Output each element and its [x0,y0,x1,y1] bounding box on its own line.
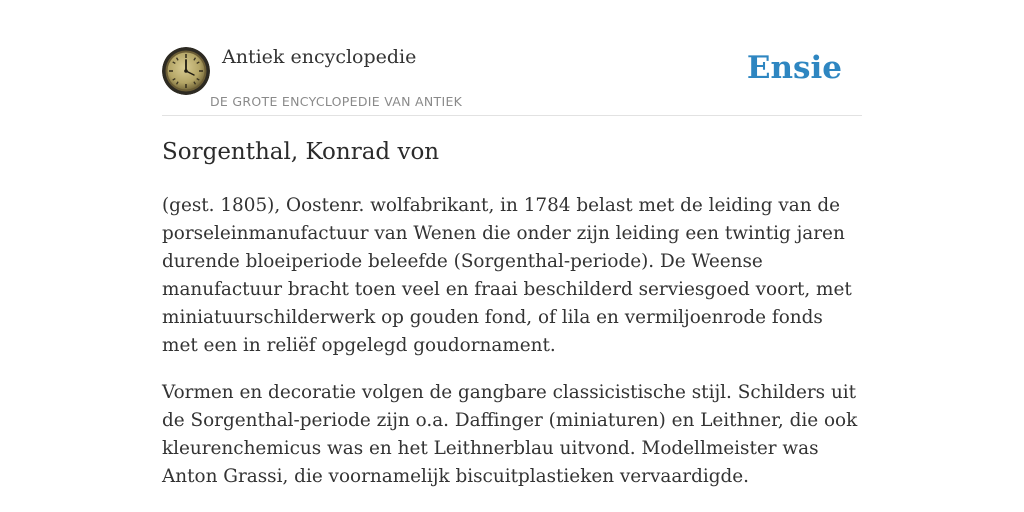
page-container [162,0,862,512]
brand-logo-link[interactable]: Ensie [746,50,842,86]
article-body [162,192,862,510]
article-title: Sorgenthal, Konrad von [162,139,440,165]
article-paragraph: Vormen en decoratie volgen de gangbare classicistische stijl. Schilders uit de Sorgenthal-periode zijn o.a. Daffinger (miniaturen) en Leithner, die ook kleurenchemicus was en het Leithnerblau uitvond. Modellmeister was Anton Grassi, die voornamelijk biscuitplastieken vervaardigde. [162,382,858,487]
article-paragraph: (gest. 1805), Oostenr. wolfabrikant, in 1784 belast met de leiding van de porseleinmanufactuur van Wenen die onder zijn leiding een twintig jaren durende bloeiperiode beleefde (Sorgenthal-periode). De Weense manufactuur bracht toen veel en fraai beschilderd serviesgoed voort, met miniatuurschilderwerk op gouden fond, of lila en vermiljoenrode fonds met een in reliëf opgelegd goudornament. [162,195,852,356]
site-title[interactable]: Antiek encyclopedie [222,46,417,68]
site-subtitle: DE GROTE ENCYCLOPEDIE VAN ANTIEK [210,94,463,109]
header-divider [162,115,862,116]
clock-face-graphic [162,47,210,95]
antique-clock-icon[interactable] [162,47,210,95]
